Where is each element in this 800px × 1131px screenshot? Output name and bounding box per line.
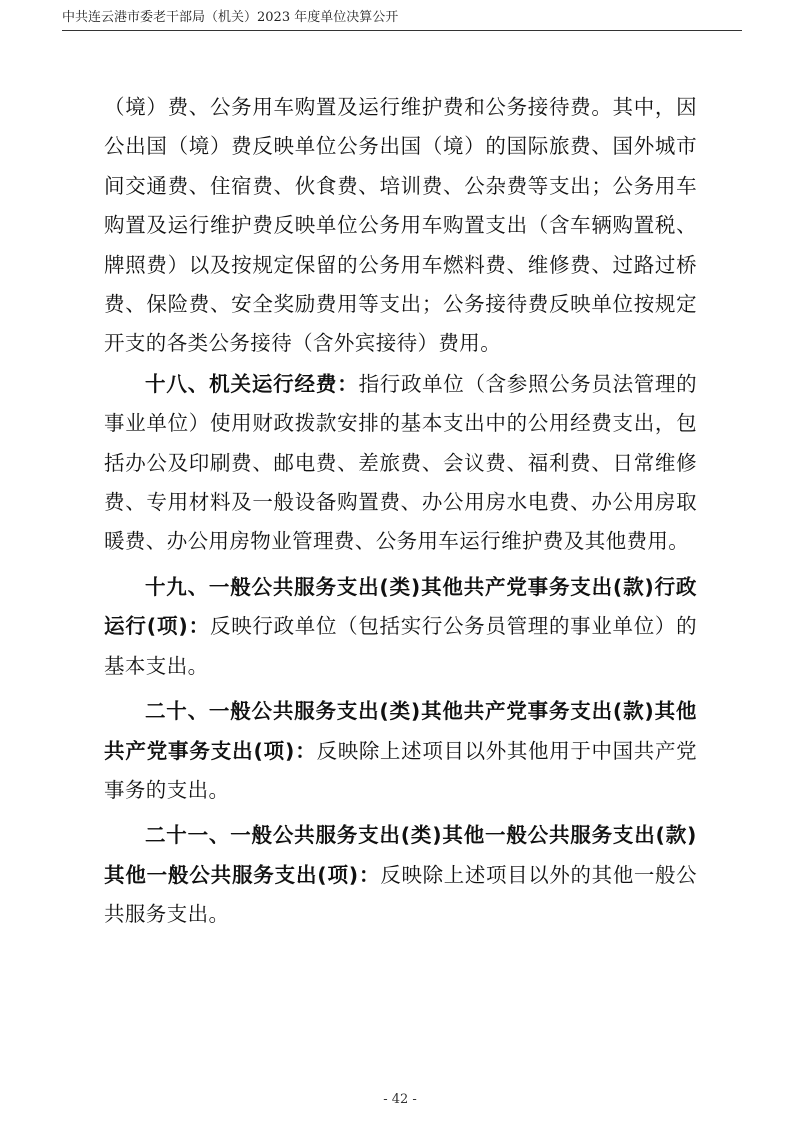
item-18-text: 指行政单位（含参照公务员法管理的事业单位）使用财政拨款安排的基本支出中的公用经费支出，包括办公及印刷费、邮电费、差旅费、会议费、福利费、日常维修费、专用材料及一般设备购置费、办公用房水电费、办公用房取暖费、办公用房物业管理费、公务用车运行维护费及其他费用。 [104, 371, 697, 554]
paragraph-item-20 [104, 692, 697, 810]
item-21-text: 反映除上述项目以外的其他一般公共服务支出。 [104, 862, 698, 927]
item-18-heading: 十八、机关运行经费： [145, 371, 359, 396]
page-number: - 42 - [383, 1092, 417, 1107]
page-header [62, 8, 742, 31]
paragraph-text: （境）费、公务用车购置及运行维护费和公务接待费。其中，因公出国（境）费反映单位公务出国（境）的国际旅费、国外城市间交通费、住宿费、伙食费、培训费、公杂费等支出；公务用车购置及运行维护费反映单位公务用车购置支出（含车辆购置税、牌照费）以及按规定保留的公务用车燃料费、维修费、过路过桥费、保险费、安全奖励费用等支出；公务接待费反映单位按规定开支的各类公务接待（含外宾接待）费用。 [104, 95, 697, 356]
item-21-heading: 二十一、一般公共服务支出(类)其他一般公共服务支出(款)其他一般公共服务支出(项)： [104, 823, 697, 887]
paragraph-item-18 [104, 365, 697, 562]
item-19-heading: 十九、一般公共服务支出(类)其他共产党事务支出(款)行政运行(项)： [104, 574, 697, 639]
item-19-text: 反映行政单位（包括实行公务员管理的事业单位）的基本支出。 [104, 614, 697, 678]
item-20-heading: 二十、一般公共服务支出(类)其他共产党事务支出(款)其他共产党事务支出(项)： [104, 699, 697, 763]
document-body [104, 88, 697, 935]
paragraph-three-public-expenses-definition [104, 88, 697, 364]
header-title: 中共连云港市委老干部局（机关）2023 年度单位决算公开 [62, 10, 399, 25]
item-20-text: 反映除上述项目以外其他用于中国共产党事务的支出。 [104, 738, 697, 802]
paragraph-item-21 [104, 816, 697, 934]
paragraph-item-19 [104, 568, 697, 686]
